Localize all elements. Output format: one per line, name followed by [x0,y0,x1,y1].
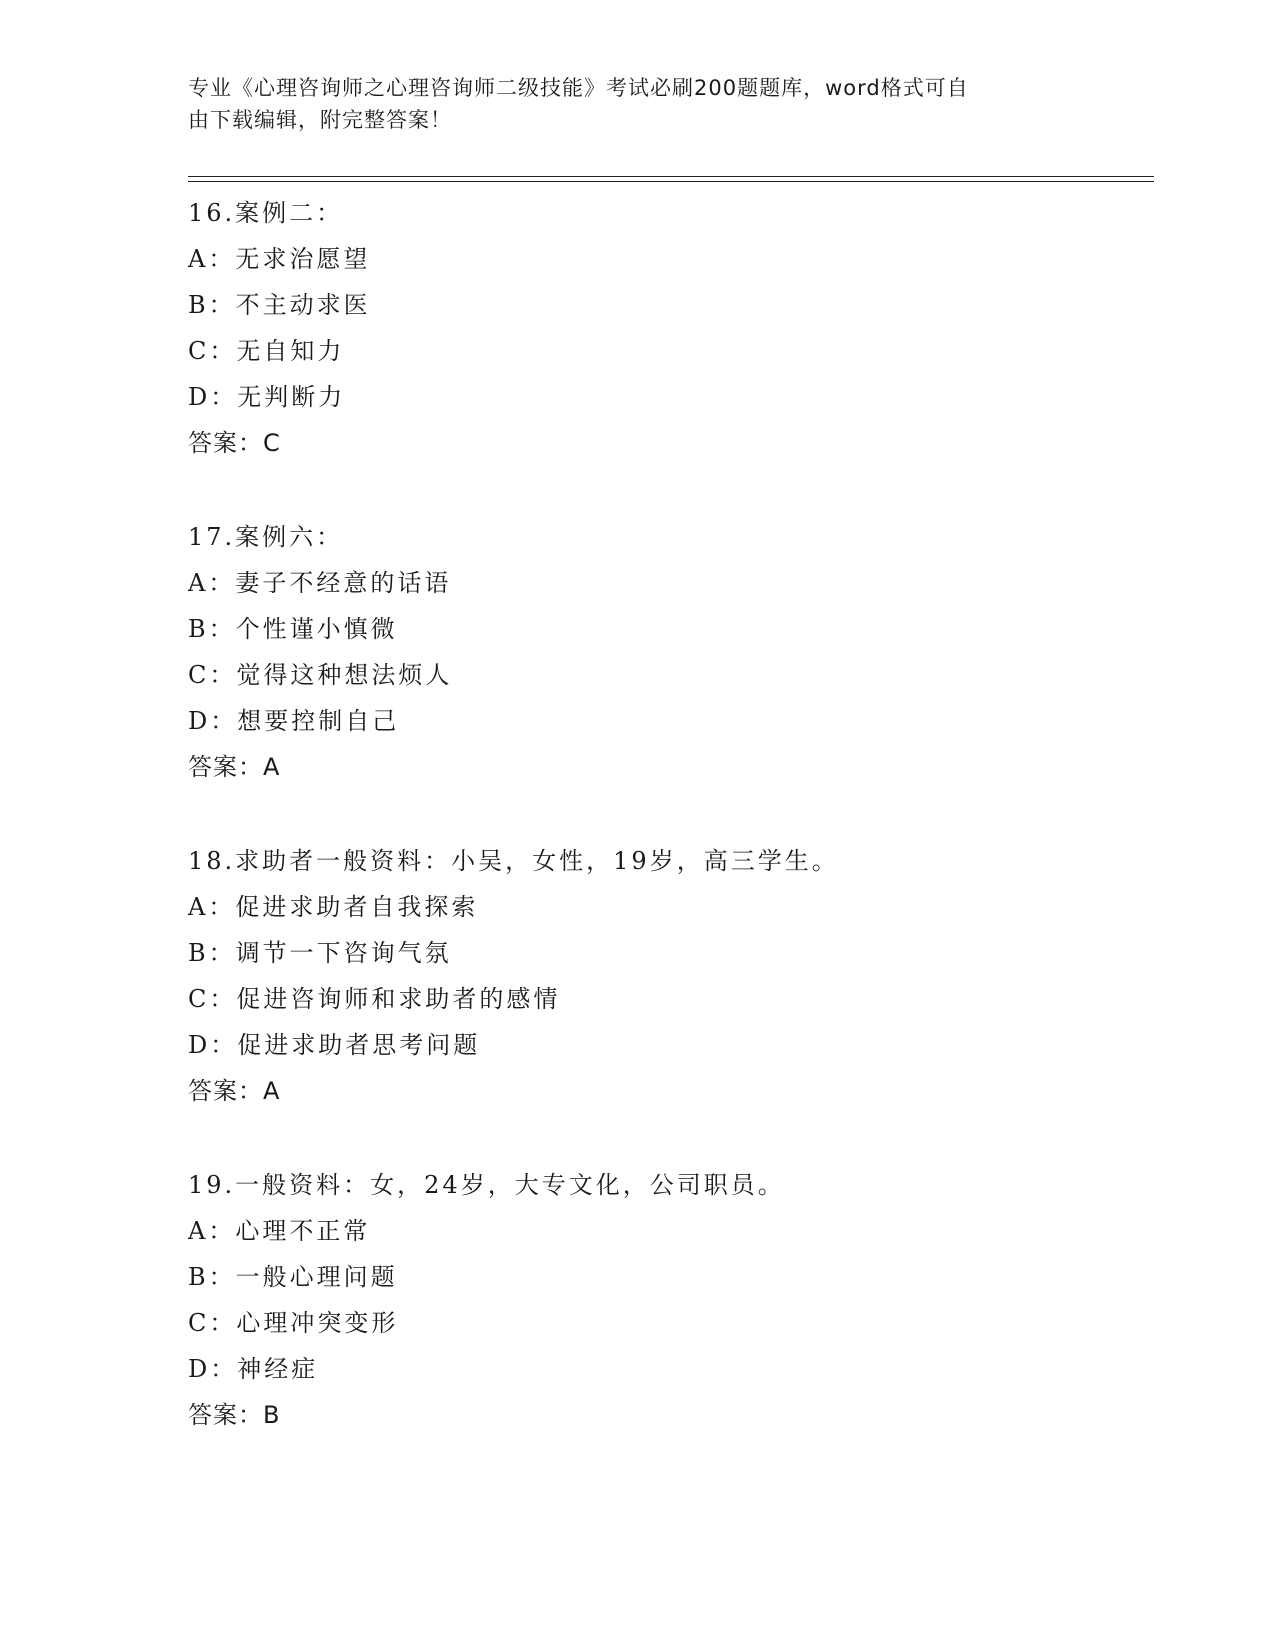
option-b: B：一般心理问题 [188,1263,398,1291]
option-b: B：不主动求医 [188,291,371,319]
option-c: C：促进咨询师和求助者的感情 [188,985,561,1013]
option-a: A：心理不正常 [188,1217,371,1245]
answer: 答案：A [188,1077,281,1105]
option-a: A：无求治愿望 [188,245,371,273]
header-divider-bottom [188,181,1154,182]
question-stem: 19.一般资料：女，24岁，大专文化，公司职员。 [188,1171,785,1199]
option-c: C：觉得这种想法烦人 [188,661,453,689]
question-16 [188,190,1154,466]
option-d: D：无判断力 [188,383,346,411]
option-a: A：促进求助者自我探索 [188,893,479,921]
question-18 [188,838,1154,1114]
question-17 [188,514,1154,790]
question-list [188,190,1154,1486]
header-line-1: 专业《心理咨询师之心理咨询师二级技能》考试必刷200题题库，word格式可自 [188,76,969,100]
question-stem: 18.求助者一般资料：小吴，女性，19岁，高三学生。 [188,847,839,875]
option-c: C：无自知力 [188,337,345,365]
option-c: C：心理冲突变形 [188,1309,399,1337]
option-b: B：调节一下咨询气氛 [188,939,452,967]
option-b: B：个性谨小慎微 [188,615,398,643]
header-divider-top [188,176,1154,177]
answer: 答案：C [188,429,281,457]
question-stem: 17.案例六： [188,523,344,551]
header-line-2: 由下载编辑，附完整答案！ [188,108,452,132]
option-d: D：神经症 [188,1355,319,1383]
option-a: A：妻子不经意的话语 [188,569,452,597]
option-d: D：想要控制自己 [188,707,400,735]
answer: 答案：A [188,753,281,781]
question-stem: 16.案例二： [188,199,344,227]
question-19 [188,1162,1154,1438]
document-header [188,72,1068,136]
option-d: D：促进求助者思考问题 [188,1031,481,1059]
answer: 答案：B [188,1401,281,1429]
